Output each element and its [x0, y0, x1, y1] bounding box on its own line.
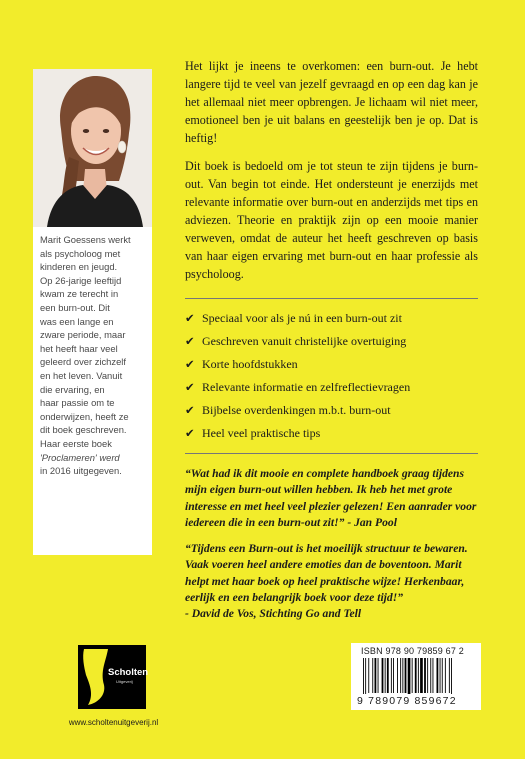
bio-line: was een lange en: [40, 315, 114, 327]
barcode-bar: [418, 658, 419, 693]
review-author: - Jan Pool: [344, 515, 397, 529]
author-bio: [33, 227, 152, 478]
checkmark-icon: ✔: [185, 426, 195, 440]
feature-item: [185, 376, 478, 399]
feature-label: Bijbelse overdenkingen m.b.t. burn-out: [202, 403, 391, 417]
barcode-bar: [449, 658, 450, 693]
review-author: - David de Vos, Stichting Go and Tell: [185, 607, 362, 621]
isbn-label: ISBN 978 90 79859 67 2: [361, 646, 464, 656]
barcode-bar: [378, 658, 379, 693]
author-photo: [33, 69, 152, 227]
bio-line: dit boek geschreven.: [40, 424, 127, 436]
barcode-bar: [408, 658, 411, 694]
barcode-bar: [445, 658, 446, 693]
barcode-bar: [430, 658, 431, 693]
barcode-bar: [375, 658, 377, 693]
feature-item: [185, 353, 478, 376]
barcode-bar: [420, 658, 423, 693]
feature-label: Geschreven vanuit christelijke overtuiging: [202, 334, 407, 348]
author-panel: [33, 69, 152, 555]
barcode-bar: [391, 658, 392, 693]
divider: [185, 298, 478, 299]
barcode-bar: [382, 658, 384, 693]
barcode-bar: [412, 658, 413, 693]
barcode-bar: [400, 658, 401, 693]
bio-line: kwam ze terecht in: [40, 288, 119, 300]
checkmark-icon: ✔: [185, 403, 195, 417]
feature-item: [185, 399, 478, 422]
review-quote: [185, 541, 478, 622]
barcode-bar: [372, 658, 373, 693]
feature-item: [185, 307, 478, 330]
feature-label: Korte hoofdstukken: [202, 357, 298, 371]
bio-line: als psycholoog met: [40, 247, 121, 259]
bio-line: een burn-out. Dit: [40, 301, 110, 313]
publisher-sub: Uitgeverij: [116, 679, 133, 684]
barcode-bar: [393, 658, 394, 693]
bio-line: zware periode, maar: [40, 329, 126, 341]
bio-line: kinderen en jeugd.: [40, 261, 118, 273]
barcode-bar: [397, 658, 398, 693]
review-text: “Tijdens een Burn-out is het moeilijk structuur te bewaren. Vaak voeren heel andere emoties dan de boventoon. Marit helpt met haar boek op heel praktische wijze! Herkenbaar, eerlijk en een belangrijk boek voor deze tijd!”: [185, 542, 468, 605]
publisher-logo: [78, 645, 149, 709]
feature-label: Heel veel praktische tips: [202, 426, 321, 440]
barcode-bar: [365, 658, 366, 694]
barcode-bar: [402, 658, 403, 693]
checkmark-icon: ✔: [185, 357, 195, 371]
review-quote: [185, 466, 478, 531]
feature-label: Speciaal voor als je nú in een burn-out zit: [202, 311, 402, 325]
barcode-bars: [363, 658, 469, 694]
checkmark-icon: ✔: [185, 311, 195, 325]
bio-line: geleerd over zichzelf: [40, 356, 126, 368]
barcode-bar: [451, 658, 452, 694]
bio-line: en het leven. Vanuit: [40, 369, 123, 381]
bio-line: Haar eerste boek: [40, 437, 112, 449]
checkmark-icon: ✔: [185, 380, 195, 394]
feature-item: [185, 422, 478, 445]
barcode-bar: [387, 658, 389, 693]
publisher-name: Scholten: [108, 667, 149, 678]
barcode-bar: [427, 658, 428, 693]
isbn-digits: 9 789079 859672: [357, 695, 457, 707]
barcode-bar: [405, 658, 407, 693]
barcode-bar: [363, 658, 364, 694]
feature-label: Relevante informatie en zelfreflectievragen: [202, 380, 411, 394]
barcode-bar: [424, 658, 426, 693]
bio-line: onderwijzen, heeft ze: [40, 410, 129, 422]
review-text: “Wat had ik dit mooie en complete handboek graag tijdens mijn eigen burn-out willen hebben. Ik heb het met grote interesse en met heel veel plezier gelezen! Een aanrader voor iedereen die in een burn-out zit!”: [185, 467, 477, 529]
barcode-bar: [385, 658, 386, 693]
barcode-bar: [440, 658, 441, 693]
divider: [185, 453, 478, 454]
barcode-bar: [433, 658, 434, 693]
bio-line: Op 26-jarige leeftijd: [40, 274, 122, 286]
intro-paragraph-1: Het lijkt je ineens te overkomen: een burn-out. Je hebt langere tijd te veel van jezelf gevraagd en op een dag kan je het allemaal niet meer opbrengen. Je lichaam wil niet meer, emotioneel ben je uit balans en geestelijk ben je op. Dat is heftig!: [185, 59, 478, 145]
barcode-bar: [415, 658, 417, 693]
intro-paragraph-2: Dit boek is bedoeld om je tot steun te zijn tijdens je burn-out. Van begin tot einde. Het ondersteunt je enerzijds met relevante informatie over burn-out en anderzijds met tips en adviezen. Theorie en praktijk zijn op een mooie manier verweven, omdat de auteur het heeft geschreven op basis van haar eigen ervaring met burn-out en haar professie als psycholoog.: [185, 159, 478, 281]
barcode-bar: [437, 658, 439, 693]
bio-line: het heeft haar veel: [40, 342, 118, 354]
isbn-barcode: [351, 643, 481, 710]
bio-line: in 2016 uitgegeven.: [40, 465, 122, 477]
barcode-bar: [442, 658, 443, 693]
barcode-bar: [368, 658, 369, 693]
feature-list: [185, 307, 478, 445]
publisher-website: www.scholtenuitgeverij.nl: [68, 718, 159, 727]
feature-item: [185, 330, 478, 353]
back-cover-text: [185, 57, 478, 623]
checkmark-icon: ✔: [185, 334, 195, 348]
bio-line: 'Proclameren' werd: [40, 451, 120, 463]
bio-line: haar passie om te: [40, 397, 115, 409]
bio-line: die ervaring, en: [40, 383, 105, 395]
bio-line: Marit Goessens werkt: [40, 234, 131, 245]
